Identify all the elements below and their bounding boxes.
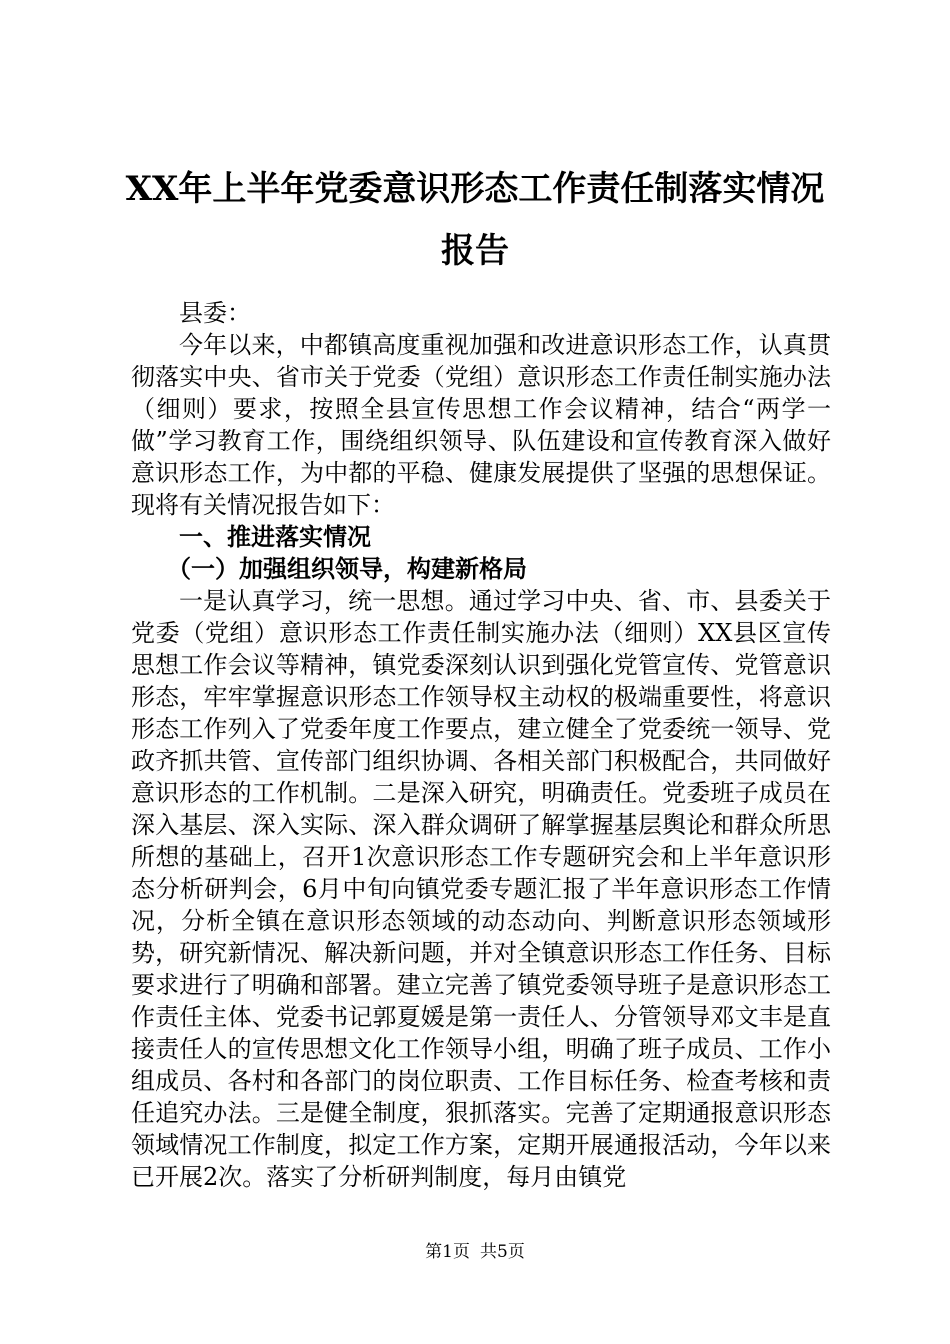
section-heading: 一、推进落实情况: [179, 523, 371, 551]
document-title: XX年上半年党委意识形态工作责任制落实情况报告: [125, 169, 825, 271]
body-paragraph: 一是认真学习，统一思想。通过学习中央、省、市、县委关于党委（党组）意识形态工作责任制实施办法（细则）XX县区宣传思想工作会议等精神，镇党委深刻认识到强化党管宣传、党管意识形态，牢牢掌握意识形态工作领导权主动权的极端重要性，将意识形态工作列入了党委年度工作要点，建立健全了党委统一领导、党政齐抓共管、宣传部门组织协调、各相关部门积极配合，共同做好意识形态的工作机制。二是深入研究，明确责任。党委班子成员在深入基层、深入实际、深入群众调研了解掌握基层舆论和群众所思所想的基础上，召开1次意识形态工作专题研究会和上半年意识形态分析研判会，6月中旬向镇党委专题汇报了半年意识形态工作情况，分析全镇在意识形态领域的动态动向、判断意识形态领域形势，研究新情况、解决新问题，并对全镇意识形态工作任务、目标要求进行了明确和部署。建立完善了镇党委领导班子是意识形态工作责任主体、党委书记郭夏媛是第一责任人、分管领导邓文丰是直接责任人的宣传思想文化工作领导小组，明确了班子成员、工作小组成员、各村和各部门的岗位职责、工作目标任务、检查考核和责任追究办法。三是健全制度，狠抓落实。完善了定期通报意识形态领域情况工作制度，拟定工作方案，定期开展通报活动，今年以来已开展2次。落实了分析研判制度，每月由镇党: [131, 587, 831, 1191]
salutation: 县委：: [179, 299, 251, 327]
intro-paragraph: 今年以来，中都镇高度重视加强和改进意识形态工作，认真贯彻落实中央、省市关于党委（党组）意识形态工作责任制实施办法（细则）要求，按照全县宣传思想工作会议精神，结合“两学一做”学习教育工作，围绕组织领导、队伍建设和宣传教育深入做好意识形态工作，为中都的平稳、健康发展提供了坚强的思想保证。现将有关情况报告如下：: [131, 331, 831, 519]
page-number: 第1页: [425, 1242, 470, 1262]
page-total: 共5页: [480, 1242, 525, 1262]
document-body: [131, 297, 831, 1193]
subsection-heading: （一）加强组织领导，构建新格局: [167, 555, 527, 583]
page-footer: [0, 1240, 950, 1264]
